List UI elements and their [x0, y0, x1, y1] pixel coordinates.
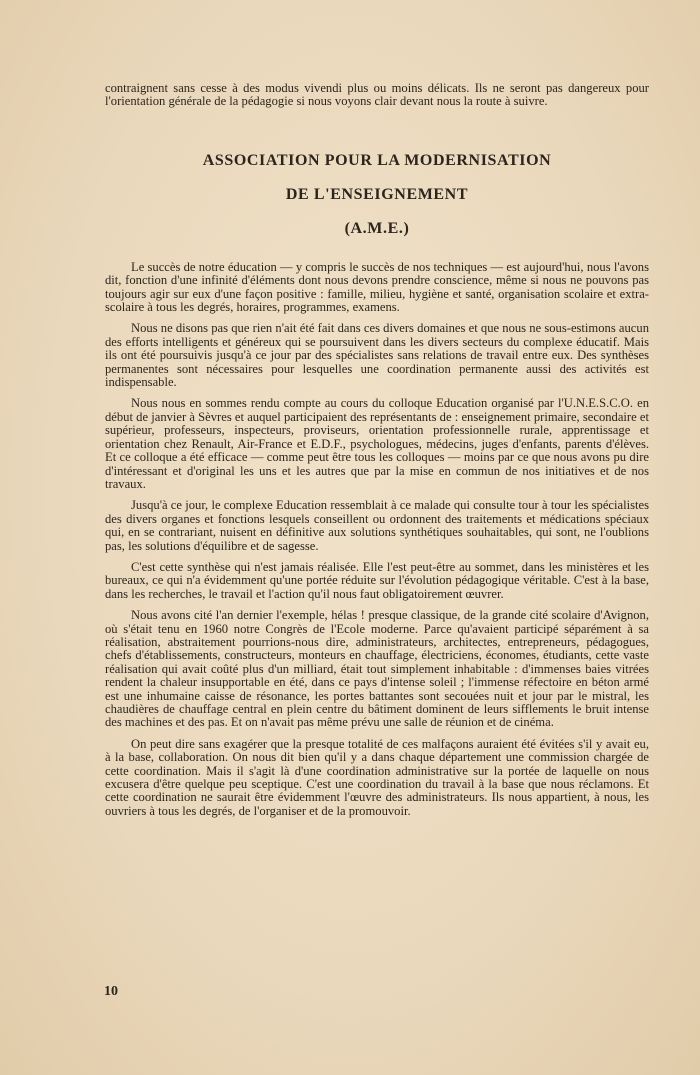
- paragraph-5: C'est cette synthèse qui n'est jamais réalisée. Elle l'est peut-être au sommet, dans les ministères et les bureaux, ce qui n'a évidemment qu'une portée réduite sur l'évolution pédagogique véritable. C'est à la base, dans les recherches, le travail et l'action qu'il nous faut obligatoirement œuvrer.: [105, 559, 649, 601]
- section-heading: [105, 153, 649, 237]
- paragraph-4: Jusqu'à ce jour, le complexe Education ressemblait à ce malade qui consulte tour à tour les spécialistes des divers organes et fonctions lesquels conseillent ou ordonnent des traitements et médications spéciaux qui, en se contrariant, nuisent en définitive aux solutions synthétiques souhaitables, qui sont, ne l'oublions pas, les solutions d'équilibre et de sagesse.: [105, 498, 649, 553]
- paragraph-1: Le succès de notre éducation — y compris le succès de nos techniques — est aujourd'hui, nous l'avons dit, fonction d'une infinité d'éléments dont nous devons prendre conscience, même si nous ne pouvons pas toujours agir sur eux d'une façon positive : famille, milieu, hygiène et santé, organisation scolaire et extra-scolaire à tous les degrés, horaires, programmes, examens.: [105, 259, 649, 315]
- heading-acronym: (A.M.E.): [344, 219, 410, 237]
- paragraph-3: Nous nous en sommes rendu compte au cours du colloque Education organisé par l'U.N.E.S.C.O. en début de janvier à Sèvres et auquel participaient des représentants de : enseignement primaire, secondaire et supérieur, professeurs, inspecteurs, proviseurs, orientation professionnelle rurale, apprentissage et orientation chez Renault, Air-France et E.D.F., psychologues, médecins, juges d'enfants, parents d'élèves. Et ce colloque a été efficace — comme peut être tous les colloques — moins par ce que nous avons pu dire d'intéressant et d'original les uns et les autres que par la mise en commun de nos initiatives et de nos travaux.: [105, 396, 649, 491]
- article-body: [105, 82, 649, 826]
- paragraph-6: Nous avons cité l'an dernier l'exemple, hélas ! presque classique, de la grande cité scolaire d'Avignon, où s'était tenu en 1960 notre Congrès de l'Ecole moderne. Parce qu'avaient participé séparément à sa réalisation, abstraitement pourrions-nous dire, administrateurs, architectes, entrepreneurs, pédagogues, chefs d'établissements, constructeurs, monteurs en chauffage, électriciens, économes, étudiants, cette vaste réalisation qui avait coûté plus d'un milliard, était tout simplement inhabitable : d'immenses baies vitrées rendent la chaleur insupportable en été, dans ce pays d'intense soleil ; l'immense réfectoire en béton armé est une inhumaine caisse de résonance, les portes battantes sont secouées nuit et jour par le mistral, les chaudières de chauffage central en plein centre du bâtiment dominent de leurs sifflements le bruit intense des machines et des pas. Et on n'avait pas même prévu une salle de réunion et de cinéma.: [105, 608, 649, 730]
- heading-line-2: DE L'ENSEIGNEMENT: [285, 185, 469, 203]
- page-number: 10: [104, 984, 118, 999]
- intro-paragraph: contraignent sans cesse à des modus vivendi plus ou moins délicats. Ils ne seront pas dangereux pour l'orientation générale de la pédagogie si nous voyons clair devant nous la route à suivre.: [105, 81, 649, 109]
- paragraph-7: On peut dire sans exagérer que la presque totalité de ces malfaçons auraient été évitées s'il y avait eu, à la base, collaboration. On nous dit bien qu'il y a dans chaque département une commission chargée de cette coordination. Mais il s'agit là d'une coordination administrative sur la portée de laquelle on nous excusera d'être quelque peu sceptique. C'est une coordination du travail à la base que nous réclamons. Et cette coordination ne saurait être évidemment l'œuvre des administrateurs. Ils nous appartient, à nous, les ouvriers à tous les degrés, de l'organiser et de la promouvoir.: [105, 736, 649, 818]
- heading-line-1: ASSOCIATION POUR LA MODERNISATION: [202, 151, 552, 169]
- paragraph-2: Nous ne disons pas que rien n'ait été fait dans ces divers domaines et que nous ne sous-estimons aucun des efforts intelligents et généreux qui se poursuivent dans les divers secteurs du complexe éducatif. Mais ils ont été poursuivis jusqu'à ce jour par des spécialistes sans relations de travail entre eux. Des synthèses permanentes sont nécessaires pour lesquelles une coordination permanente aussi des activités est indispensable.: [105, 321, 649, 390]
